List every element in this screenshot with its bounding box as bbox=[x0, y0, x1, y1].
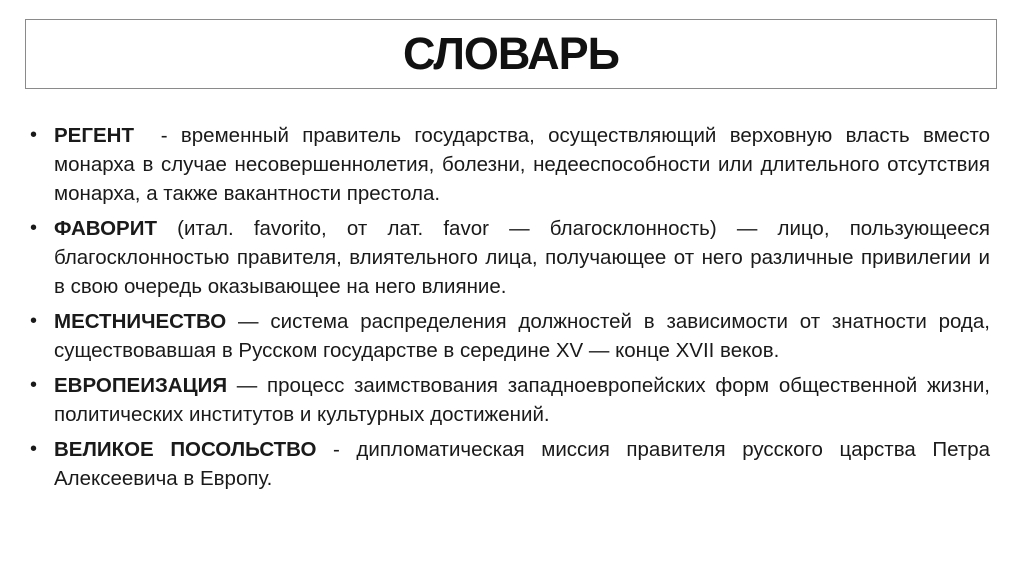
glossary-list bbox=[28, 121, 990, 499]
title-frame bbox=[25, 19, 997, 89]
glossary-item-favorite bbox=[28, 214, 990, 301]
definition: (итал. favorito, от лат. favor — благосклонность) — лицо, пользующееся благосклонностью правителя, влиятельного лица, получающее от него различные привилегии и в свою очередь оказывающее на него влияние. bbox=[54, 217, 990, 298]
glossary-item-europeanization bbox=[28, 371, 990, 429]
definition: система распределения должностей в зависимости от знатности рода, существовавшая в Русском государстве в середине XV — конце XVII веков. bbox=[54, 310, 990, 362]
term: ЕВРОПЕИЗАЦИЯ bbox=[54, 374, 228, 397]
glossary-item-mestnichestvo bbox=[28, 307, 990, 365]
separator: - bbox=[133, 124, 181, 147]
term: РЕГЕНТ bbox=[54, 124, 134, 147]
glossary-item-regent bbox=[28, 121, 990, 208]
bullet: • bbox=[30, 124, 38, 146]
glossary-item-grand-embassy bbox=[28, 435, 990, 493]
bullet: • bbox=[30, 438, 38, 460]
term: МЕСТНИЧЕСТВО bbox=[54, 310, 227, 333]
definition: временный правитель государства, осуществляющий верховную власть вместо монарха в случае несовершеннолетия, болезни, недееспособности или длительного отсутствия монарха, а также вакантности престола. bbox=[54, 124, 991, 205]
term: ВЕЛИКОЕ ПОСОЛЬСТВО bbox=[54, 438, 317, 461]
definition: процесс заимствования западноевропейских форм общественной жизни, политических институтов и культурных достижений. bbox=[54, 374, 990, 426]
bullet: • bbox=[30, 374, 38, 396]
page-title: СЛОВАРЬ bbox=[402, 28, 620, 79]
definition: дипломатическая миссия правителя русского царства Петра Алексеевича в Европу. bbox=[54, 438, 990, 490]
bullet: • bbox=[30, 310, 38, 332]
separator: — bbox=[227, 374, 267, 397]
term: ФАВОРИТ bbox=[54, 217, 157, 240]
bullet: • bbox=[30, 217, 38, 239]
separator: - bbox=[316, 438, 357, 461]
separator: — bbox=[226, 310, 271, 333]
separator bbox=[157, 217, 177, 240]
